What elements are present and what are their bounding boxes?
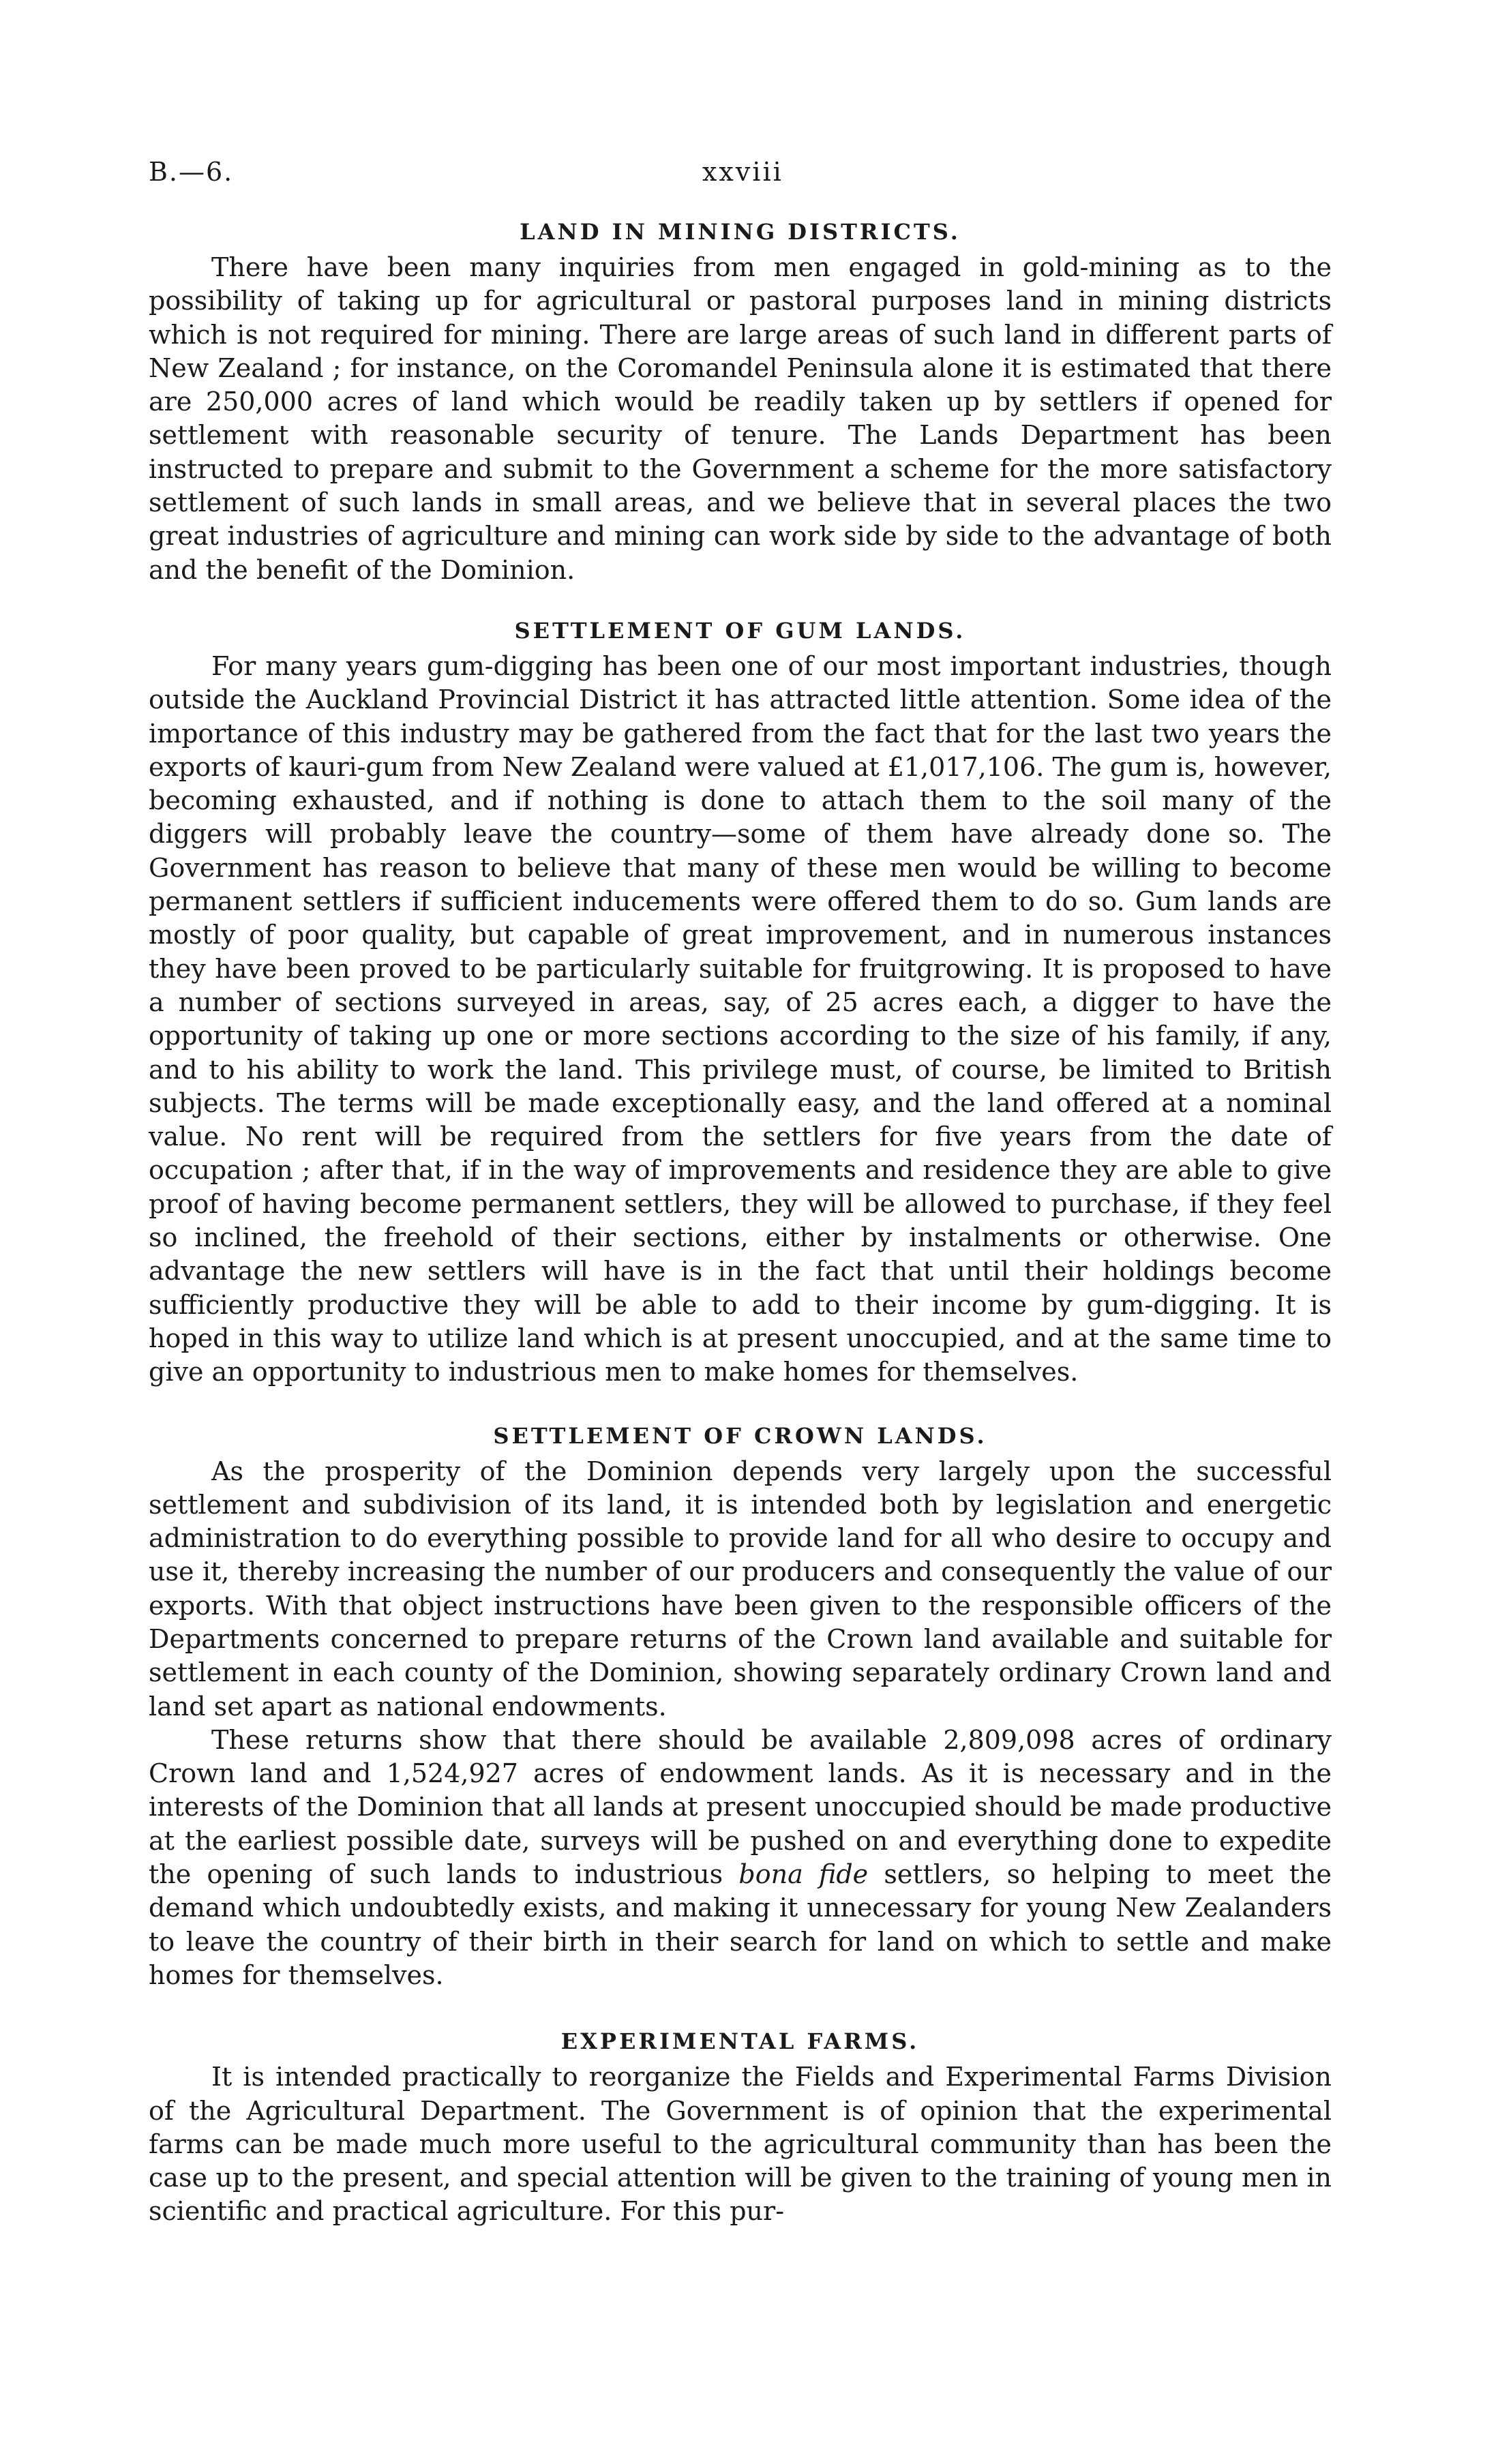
section-title-crown-lands: SETTLEMENT OF CROWN LANDS. <box>493 1422 987 1449</box>
paragraph-crown-lands-2-text-a: These returns show that there should be available 2,809,098 acres of ordinary Crown land and 1,524,927 acres of endowment lands. As it is necessary and in the interests of the Dominion that all lands at present unoccupied should be made productive at the earliest possible date, surveys will be pushed on and everything done to expedite the opening of such lands to industrious <box>149 1724 1332 1890</box>
paragraph-mining-districts: There have been many inquiries from men engaged in gold-mining as to the possibility of taking up for agricultural or pastoral purposes land in mining districts which is not required for mining. There are large areas of such land in different parts of New Zealand ; for instance, on the Coromandel Peninsula alone it is estimated that there are 250,000 acres of land which would be readily taken up by settlers if opened for settlement with reasonable security of tenure. The Lands Department has been instructed to prepare and submit to the Government a scheme for the more satisfactory settlement of such lands in small areas, and we believe that in several places the two great industries of agriculture and mining can work side by side to the advantage of both and the benefit of the Dominion. <box>149 252 1332 585</box>
paragraph-gum-lands: For many years gum-digging has been one of our most important industries, though outside the Auckland Provincial District it has attracted little attention. Some idea of the importance of this industry may be gathered from the fact that for the last two years the exports of kauri-gum from New Zealand were valued at £1,017,106. The gum is, however, becoming exhausted, and if nothing is done to attach them to the soil many of the diggers will probably leave the country—some of them have already done so. The Government has reason to believe that many of these men would be willing to become permanent settlers if sufficient inducements were offered them to do so. Gum lands are mostly of poor quality, but capable of great improvement, and in numerous instances they have been proved to be particularly suitable for fruitgrowing. It is proposed to have a number of sections surveyed in areas, say, of 25 acres each, a digger to have the opportunity of taking up one or more sections according to the size of his family, if any, and to his ability to work the land. This privilege must, of course, be limited to British subjects. The terms will be made exceptionally easy, and the land offered at a nominal value. No rent will be required from the settlers for five years from the date of occupation ; after that, if in the way of improvements and residence they are able to give proof of having become permanent settlers, they will be allowed to purchase, if they feel so inclined, the freehold of their sections, either by instalments or otherwise. One advantage the new settlers will have is in the fact that until their holdings become sufficiently productive they will be able to add to their income by gum-digging. It is hoped in this way to utilize land which is at present unoccupied, and at the same time to give an opportunity to industrious men to make homes for themselves. <box>149 650 1332 1387</box>
page-number: xxviii <box>702 157 783 187</box>
section-title-experimental-farms: EXPERIMENTAL FARMS. <box>560 2028 920 2055</box>
paragraph-experimental-farms: It is intended practically to reorganize the Fields and Experimental Farms Division of the Agricultural Department. The Government is of opinion that the experimental farms can be made much more useful to the agricultural community than has been the case up to the present, and special attention will be given to the training of young men in scientific and practical agriculture. For this pur- <box>149 2062 1332 2227</box>
paragraph-crown-lands-2 <box>149 1724 1332 1992</box>
section-title-gum-lands: SETTLEMENT OF GUM LANDS. <box>514 617 966 644</box>
paragraph-crown-lands-1: As the prosperity of the Dominion depends very largely upon the successful settlement and subdivision of its land, it is intended both by legislation and energetic administration to do everything possible to provide land for all who desire to occupy and use it, thereby increasing the number of our producers and consequently the value of our exports. With that object instructions have been given to the responsible officers of the Departments concerned to prepare returns of the Crown land available and suitable for settlement in each county of the Dominion, showing separately ordinary Crown land and land set apart as national endowments. <box>149 1456 1332 1722</box>
paragraph-crown-lands-2-text-b: settlers, so helping to meet the demand which undoubtedly exists, and making it unnecessary for young New Zealanders to leave the country of their birth in their search for land on which to settle and make homes for themselves. <box>149 1859 1332 1990</box>
document-code: B.—6. <box>149 157 234 187</box>
section-title-mining-districts: LAND IN MINING DISTRICTS. <box>520 219 961 245</box>
page-body <box>149 217 1332 2229</box>
italic-phrase: bona fide <box>738 1859 869 1890</box>
